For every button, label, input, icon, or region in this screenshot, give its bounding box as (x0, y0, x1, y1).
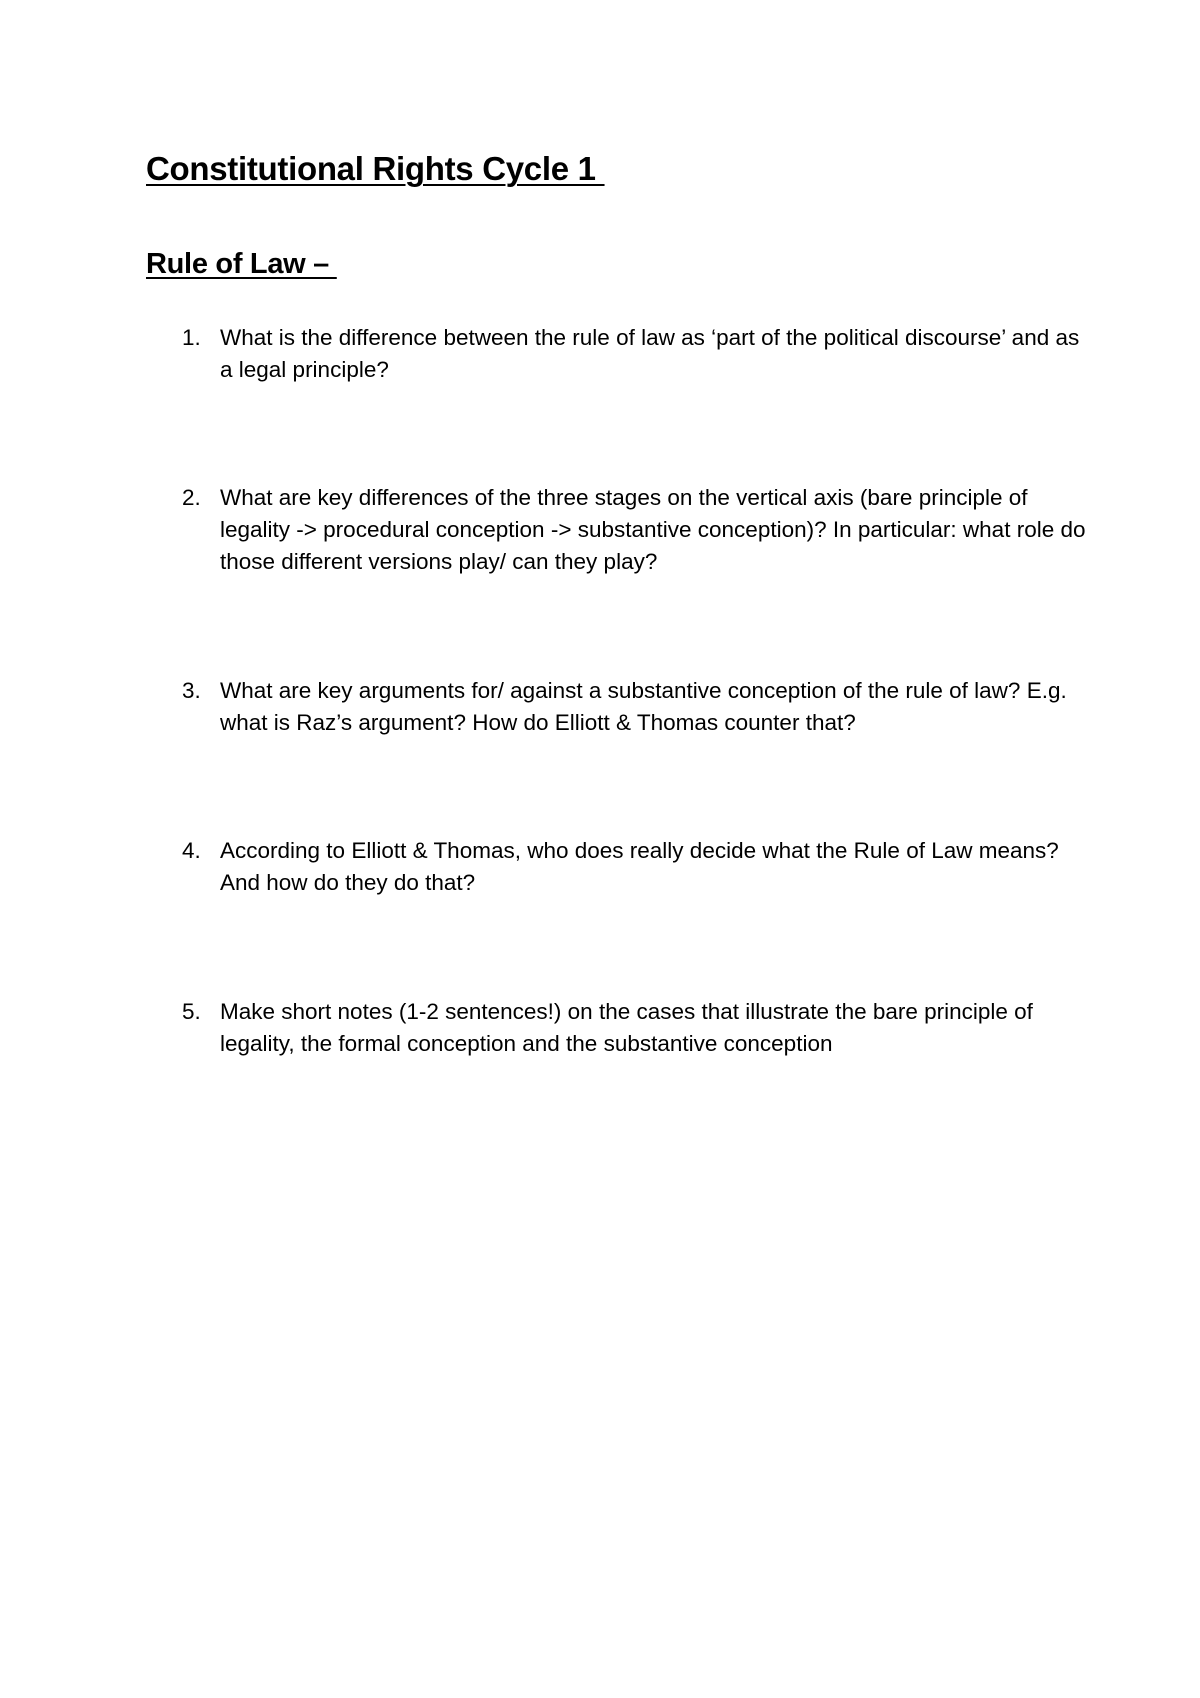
document-title: Constitutional Rights Cycle 1 (146, 150, 605, 187)
question-text: Make short notes (1-2 sentences!) on the cases that illustrate the bare principle of legality, the formal conception and the substantive conception (220, 999, 1033, 1056)
question-number: 4. (182, 838, 201, 863)
section-heading-rule-of-law: Rule of Law – (146, 248, 337, 280)
question-text: What are key differences of the three stages on the vertical axis (bare principle of legality -> procedural conception -> substantive conception)? In particular: what role do those different versions play/ can they play? (220, 485, 1086, 574)
question-number: 1. (182, 325, 201, 350)
question-number: 5. (182, 999, 201, 1024)
question-number: 3. (182, 678, 201, 703)
question-text: What is the difference between the rule of law as ‘part of the political discourse’ and as a legal principle? (220, 325, 1080, 382)
question-text: According to Elliott & Thomas, who does really decide what the Rule of Law means? And how do they do that? (220, 838, 1059, 895)
question-text: What are key arguments for/ against a substantive conception of the rule of law? E.g. what is Raz’s argument? How do Elliott & Thomas counter that? (220, 678, 1067, 735)
question-number: 2. (182, 485, 201, 510)
